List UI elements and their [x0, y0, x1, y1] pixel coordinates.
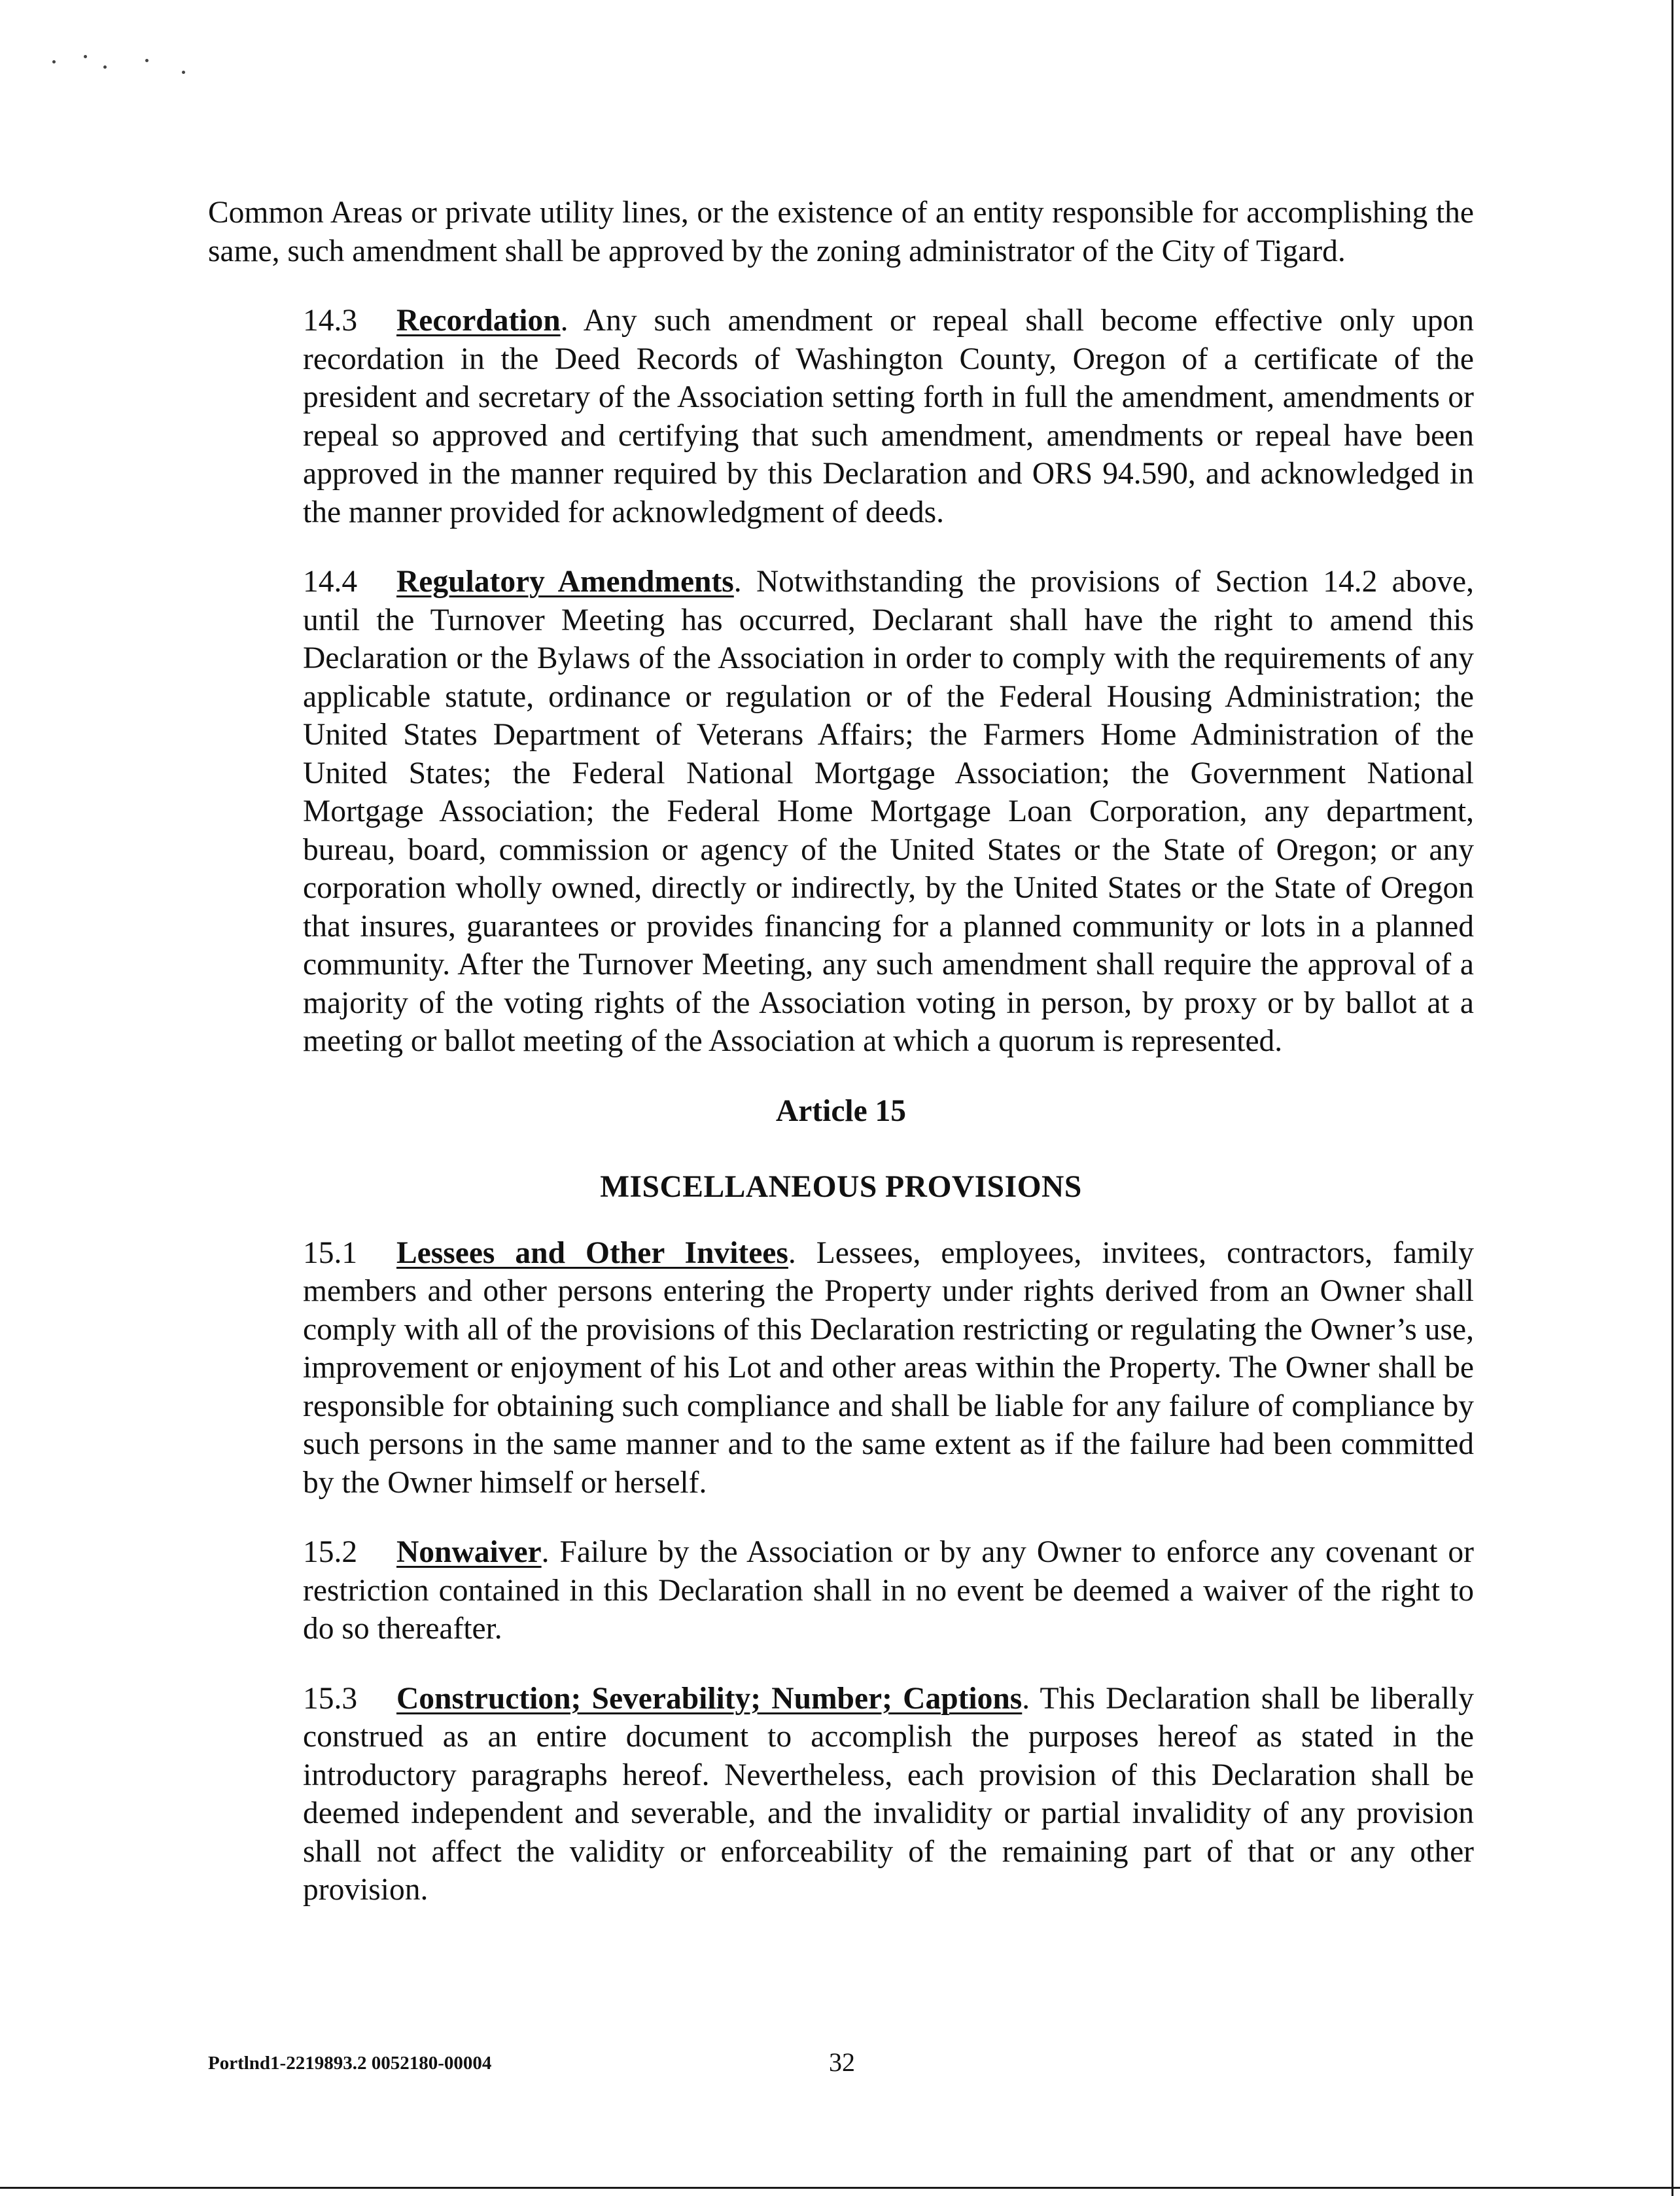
- section-14-3: [208, 302, 1474, 531]
- section-number: 15.1: [303, 1235, 358, 1270]
- article-subtitle: MISCELLANEOUS PROVISIONS: [600, 1170, 1082, 1204]
- document-body: [208, 194, 1474, 1941]
- article-title: Article 15: [775, 1093, 907, 1128]
- footer-document-id: Portlnd1-2219893.2 0052180-00004: [208, 2053, 492, 2074]
- section-text: . Failure by the Association or by any Owner to enforce any covenant or restriction contained in this Declaration shall in no event be deemed a waiver of the right to do so thereafter.: [303, 1535, 1474, 1646]
- scan-speck: [103, 65, 107, 69]
- section-15-3: [208, 1680, 1474, 1909]
- section-heading: Lessees and Other Invitees: [396, 1235, 788, 1270]
- scan-speck: [52, 60, 56, 63]
- section-text: . Lessees, employees, invitees, contractors, family members and other persons entering the Property under rights derived from an Owner shall comply with all of the provisions of this Declaration restricting or regulating the Owner’s use, improvement or enjoyment of his Lot and other areas within the Property. The Owner shall be responsible for obtaining such compliance and shall be liable for any failure of compliance by such persons in the same manner and to the same extent as if the failure had been committed by the Owner himself or herself.: [303, 1235, 1474, 1500]
- section-number: 15.3: [303, 1681, 358, 1716]
- page-edge-right: [1671, 0, 1673, 2196]
- section-heading: Construction; Severability; Number; Captions: [396, 1681, 1023, 1716]
- section-text: . Notwithstanding the provisions of Section 14.2 above, until the Turnover Meeting has occurred, Declarant shall have the right to amend this Declaration or the Bylaws of the Association in order to comply with the requirements of any applicable statute, ordinance or regulation or of the Federal Housing Administration; the United States Department of Veterans Affairs; the Farmers Home Administration of the United States; the Federal National Mortgage Association; the Government National Mortgage Association; the Federal Home Mortgage Loan Corporation, any department, bureau, board, commission or agency of the United States or the State of Oregon; or any corporation wholly owned, directly or indirectly, by the United States or the State of Oregon that insures, guarantees or provides financing for a planned community or lots in a planned community. After the Turnover Meeting, any such amendment shall require the approval of a majority of the voting rights of the Association voting in person, by proxy or by ballot at a meeting or ballot meeting of the Association at which a quorum is represented.: [303, 565, 1474, 1058]
- continuation-paragraph: Common Areas or private utility lines, or the existence of an entity responsible for accomplishing the same, such amendment shall be approved by the zoning administrator of the City of Tigard.: [208, 196, 1474, 268]
- section-heading: Recordation: [396, 304, 561, 338]
- section-number: 14.3: [303, 304, 358, 338]
- scan-speck: [182, 71, 185, 74]
- section-text: . This Declaration shall be liberally construed as an entire document to accomplish the purposes hereof as stated in the introductory paragraphs hereof. Nevertheless, each provision of this Declaration shall be deemed independent and severable, and the invalidity or partial invalidity of any provision shall not affect the validity or enforceability of the remaining part of that or any other provision.: [303, 1681, 1474, 1907]
- section-heading: Nonwaiver: [396, 1535, 542, 1569]
- section-15-2: [208, 1533, 1474, 1648]
- section-number: 14.4: [303, 565, 358, 599]
- section-number: 15.2: [303, 1535, 358, 1569]
- section-14-4: [208, 563, 1474, 1061]
- section-heading: Regulatory Amendments: [396, 565, 734, 599]
- scan-speck: [145, 59, 149, 62]
- footer-page-number: 32: [829, 2047, 855, 2077]
- section-text: . Any such amendment or repeal shall become effective only upon recordation in the Deed Records of Washington County, Oregon of a certificate of the president and secretary of the Association setting forth in full the amendment, amendments or repeal so approved and certifying that such amendment, amendments or repeal have been approved in the manner required by this Declaration and ORS 94.590, and acknowledged in the manner provided for acknowledgment of deeds.: [303, 304, 1474, 529]
- scan-speck: [84, 55, 87, 58]
- section-15-1: [208, 1234, 1474, 1502]
- page-edge-bottom: [0, 2187, 1680, 2189]
